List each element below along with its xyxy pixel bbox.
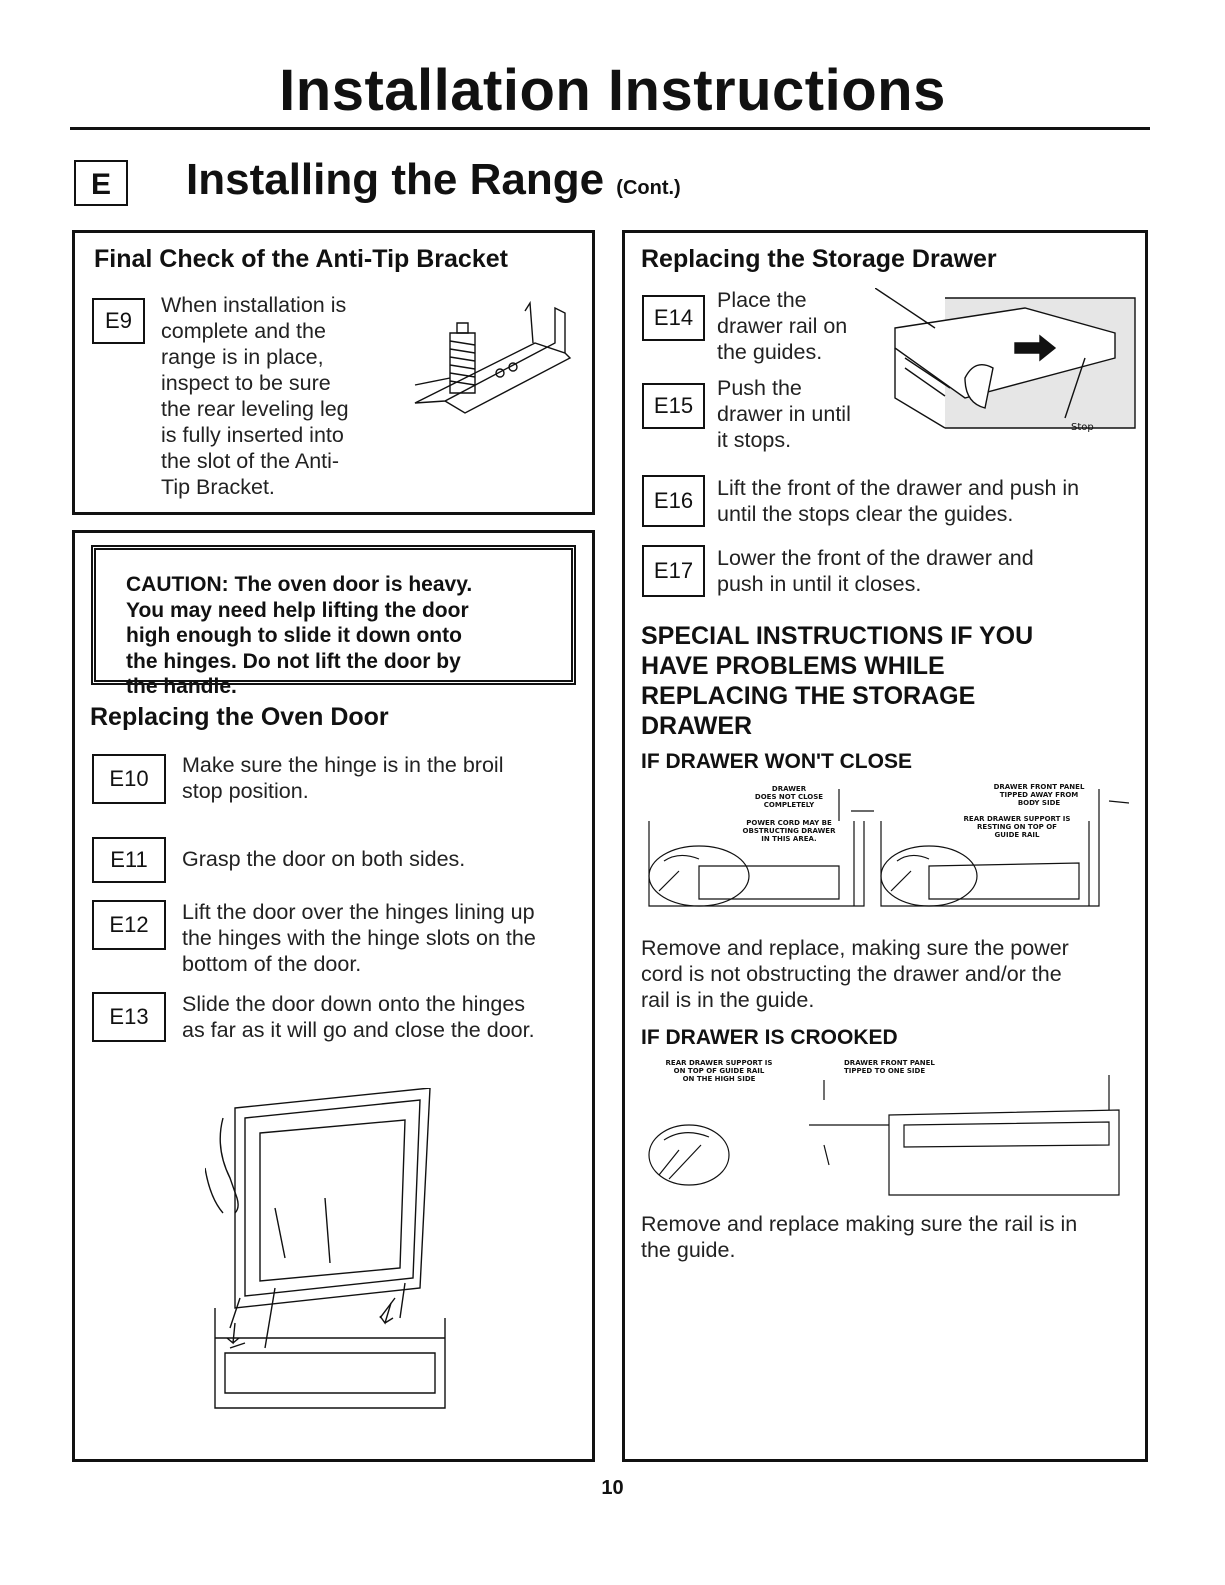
step-e16-label: E16 xyxy=(642,475,705,527)
step-e17-label: E17 xyxy=(642,545,705,597)
special-instructions-heading: SPECIAL INSTRUCTIONS IF YOU HAVE PROBLEMS WHILE REPLACING THE STORAGE DRAWER xyxy=(641,622,1034,740)
crooked-illustration xyxy=(639,1055,1134,1205)
section-cont-label: (Cont.) xyxy=(616,177,681,199)
section-letter-box: E xyxy=(74,160,128,206)
svg-text:DRAWER FRONT PANELTIPPED TO ON: DRAWER FRONT PANEL TIPPED TO ONE SIDE xyxy=(844,1059,935,1075)
svg-text:REAR DRAWER SUPPORT ISON TOP O: REAR DRAWER SUPPORT IS ON TOP OF GUIDE RAIL ON THE HIGH SIDE xyxy=(665,1059,773,1083)
oven-door-heading: Replacing the Oven Door xyxy=(90,703,389,731)
anti-tip-panel xyxy=(72,230,595,515)
svg-text:REAR DRAWER SUPPORT ISRESTING: REAR DRAWER SUPPORT IS RESTING ON TOP OF GUIDE RAIL xyxy=(963,815,1071,839)
caution-box: CAUTION: The oven door is heavy. You may need help lifting the door high enough to slide it down onto the hinges. Do not lift the door by the handle. xyxy=(91,545,576,685)
oven-door-illustration xyxy=(205,1088,455,1418)
step-e9-label: E9 xyxy=(92,298,145,344)
storage-drawer-panel xyxy=(622,230,1148,1462)
step-e17-text: Lower the front of the drawer and push in until it closes. xyxy=(717,546,1034,596)
anti-tip-bracket-illustration xyxy=(405,293,575,433)
wont-close-text: Remove and replace, making sure the power cord is not obstructing the drawer and/or the rail is in the guide. xyxy=(641,936,1069,1012)
storage-drawer-heading: Replacing the Storage Drawer xyxy=(641,245,997,273)
crooked-text: Remove and replace making sure the rail is in the guide. xyxy=(641,1212,1078,1262)
step-e15-text: Push the drawer in until it stops. xyxy=(717,376,851,452)
page-title: Installation Instructions xyxy=(279,58,946,123)
step-e15-label: E15 xyxy=(642,383,705,429)
step-e14-label: E14 xyxy=(642,295,705,341)
page-number: 10 xyxy=(601,1477,624,1499)
section-title-text: Installing the Range xyxy=(186,155,605,204)
step-e9-text: When installation is complete and the range is in place, inspect to be sure the rear leveling leg is fully inserted into the slot of the Anti- Tip Bracket. xyxy=(161,293,349,499)
step-e13-label: E13 xyxy=(92,992,166,1042)
oven-door-panel xyxy=(72,530,595,1462)
title-underline xyxy=(70,127,1150,130)
storage-drawer-illustration xyxy=(875,288,1140,463)
step-e11-label: E11 xyxy=(92,837,166,883)
svg-text:DRAWERDOES NOT CLOSECOMPLETELY: DRAWER DOES NOT CLOSE COMPLETELY xyxy=(754,785,824,809)
svg-text:DRAWER FRONT PANELTIPPED AWAY: DRAWER FRONT PANEL TIPPED AWAY FROM BODY SIDE xyxy=(993,783,1085,807)
step-e10-text: Make sure the hinge is in the broil stop position. xyxy=(182,753,504,803)
wont-close-illustration xyxy=(639,781,1134,926)
step-e11-text: Grasp the door on both sides. xyxy=(182,847,466,871)
svg-text:POWER CORD MAY BEOBSTRUCTING D: POWER CORD MAY BE OBSTRUCTING DRAWER IN THIS AREA. xyxy=(742,819,836,843)
section-title xyxy=(186,150,681,218)
crooked-heading: IF DRAWER IS CROOKED xyxy=(641,1026,898,1049)
step-e16-text: Lift the front of the drawer and push in until the stops clear the guides. xyxy=(717,476,1080,526)
step-e12-label: E12 xyxy=(92,900,166,950)
wont-close-heading: IF DRAWER WON'T CLOSE xyxy=(641,750,912,773)
anti-tip-heading: Final Check of the Anti-Tip Bracket xyxy=(94,245,508,273)
step-e13-text: Slide the door down onto the hinges as far as it will go and close the door. xyxy=(182,992,535,1042)
step-e14-text: Place the drawer rail on the guides. xyxy=(717,288,848,364)
stop-label: Stop xyxy=(1071,422,1094,433)
step-e12-text: Lift the door over the hinges lining up the hinges with the hinge slots on the bottom of the door. xyxy=(182,900,536,976)
step-e10-label: E10 xyxy=(92,754,166,804)
